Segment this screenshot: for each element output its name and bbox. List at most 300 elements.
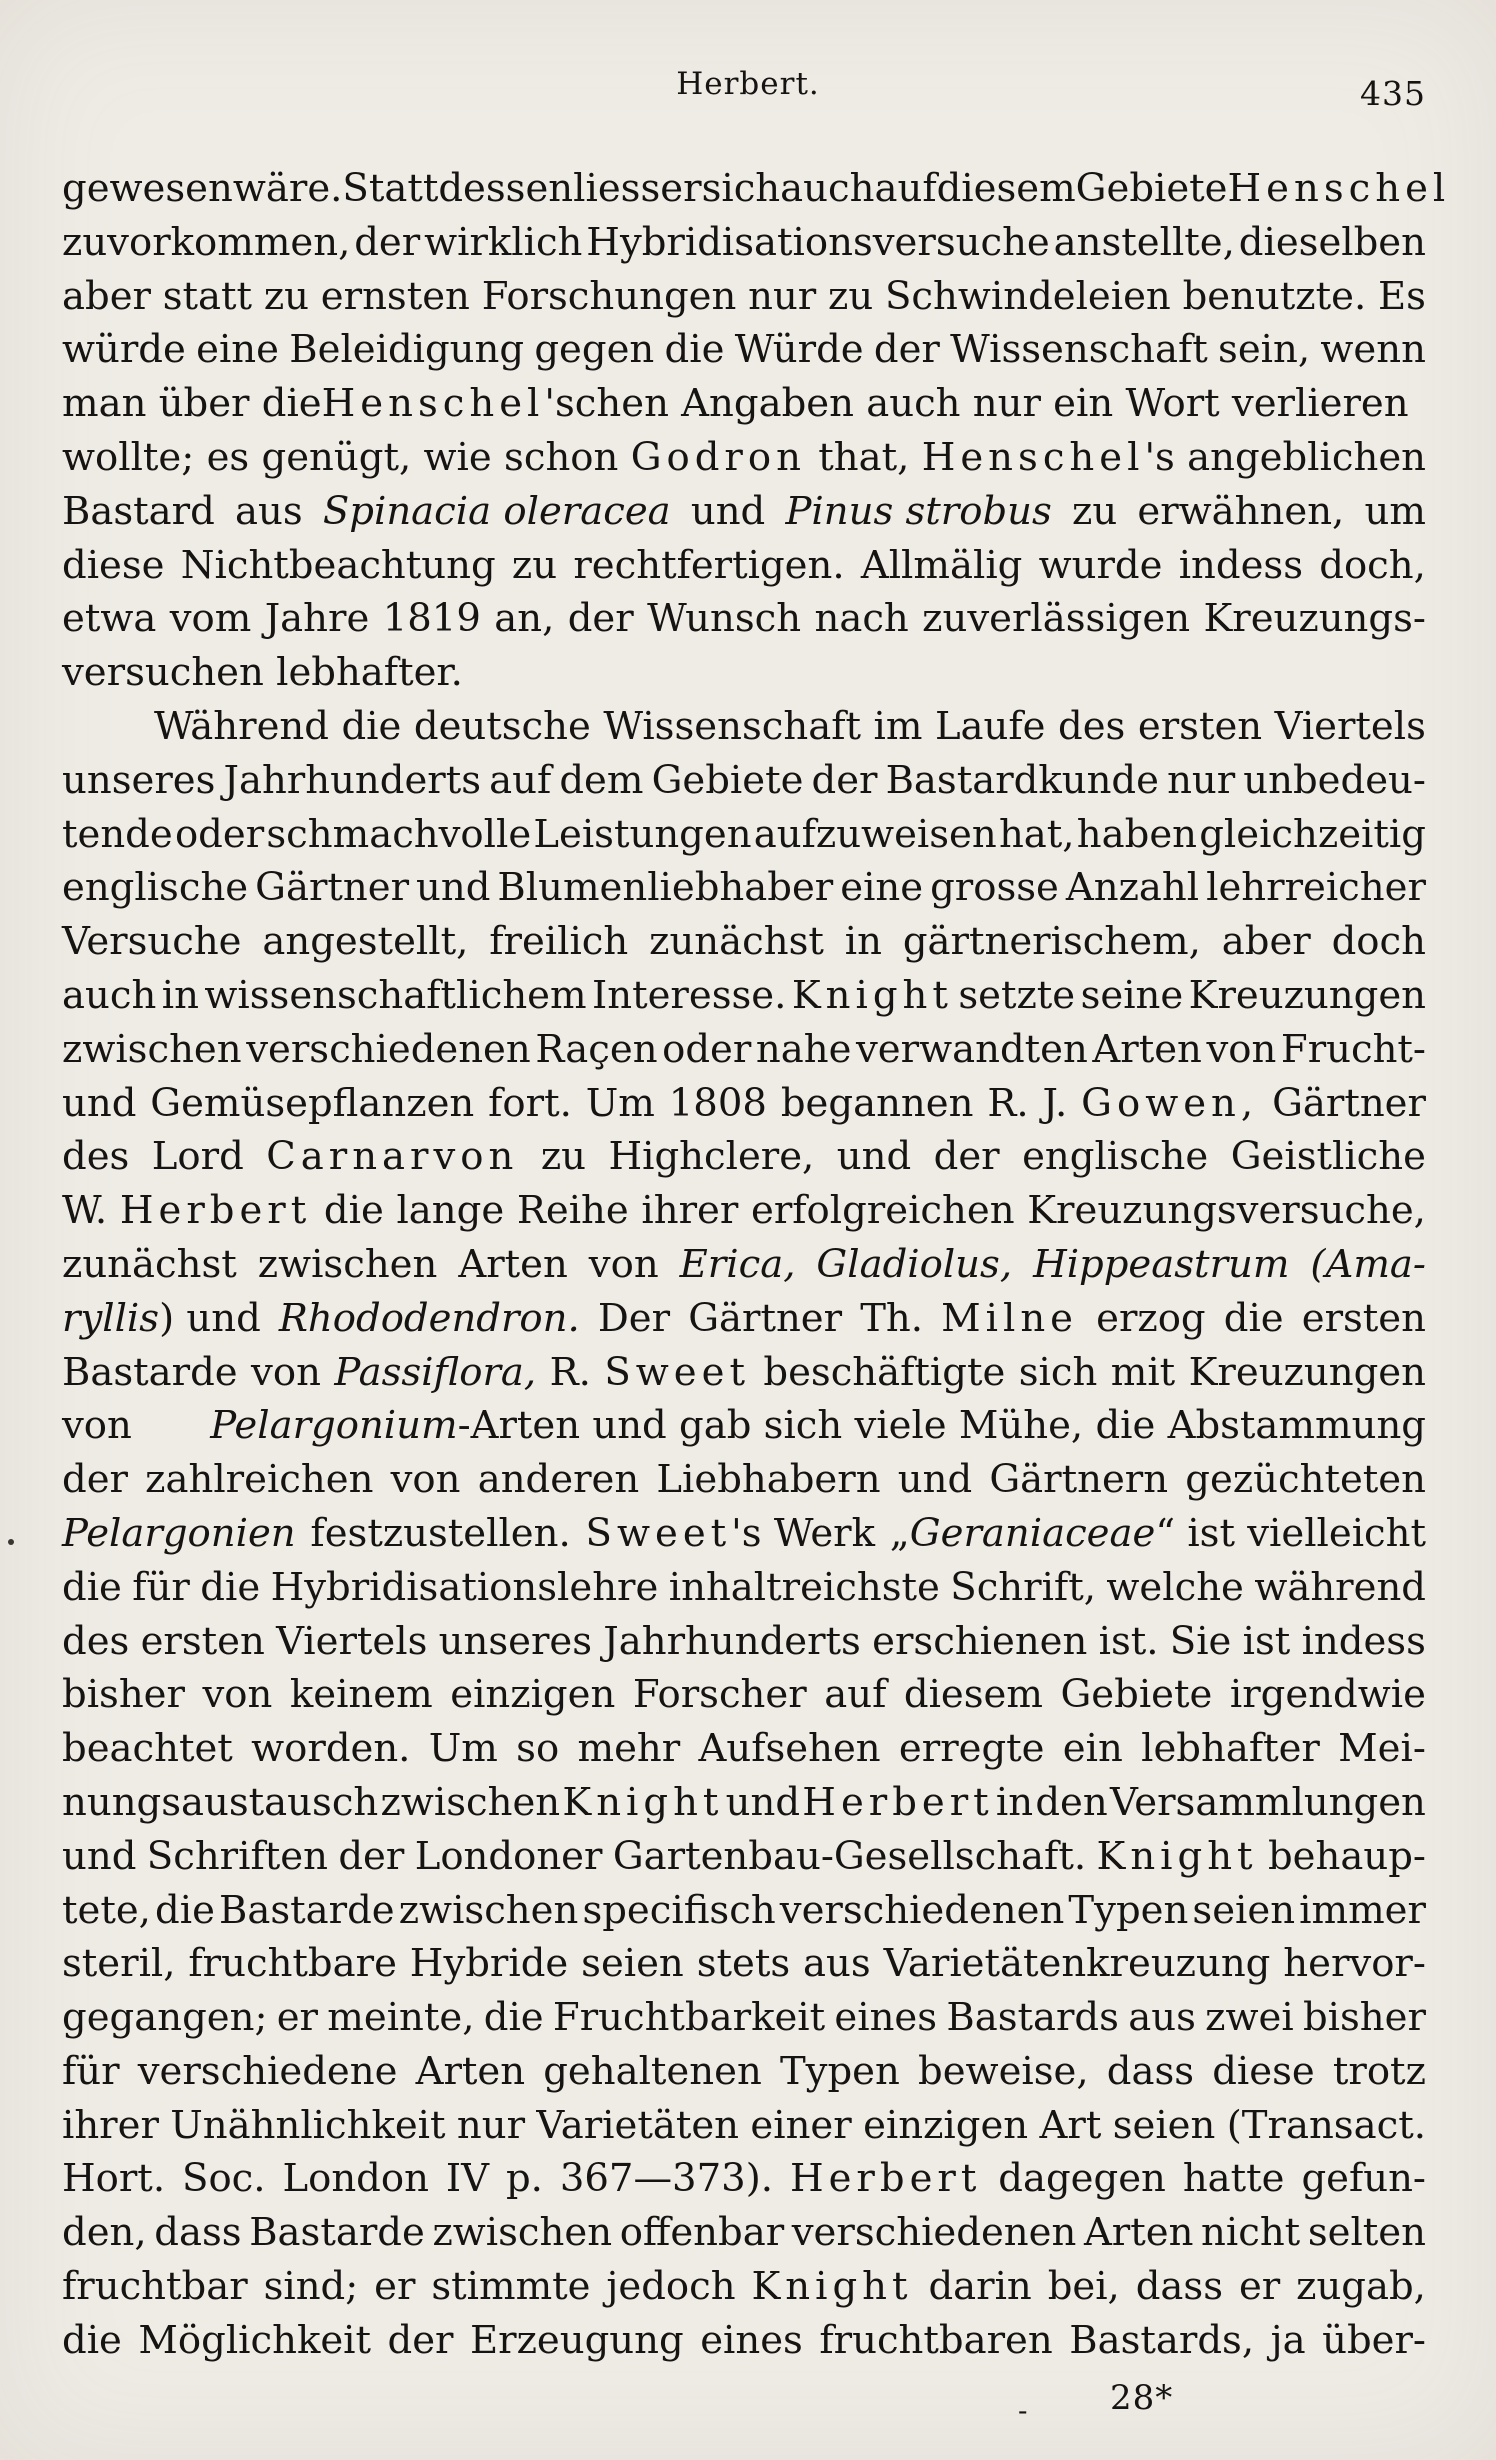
word: Fruchtbarkeit (552, 1995, 826, 2041)
text-line (62, 754, 1426, 808)
word-group (941, 1292, 1078, 1346)
spaced-name: Knight (751, 2264, 913, 2310)
spaced-name: Gowen, (1081, 1080, 1259, 1126)
word-group (1310, 1238, 1426, 1292)
word: Bastarde (219, 1887, 395, 1933)
word: Frucht- (1280, 1026, 1426, 1072)
word: Gebiete (1060, 1672, 1213, 1718)
word: selten (1307, 2210, 1426, 2256)
word: stimmte (431, 2264, 591, 2310)
word: Lord (151, 1134, 244, 1180)
italic-text: Spinacia oleracea (322, 488, 671, 534)
spaced-name: Sweet (604, 1349, 750, 1395)
word: sein, (1218, 327, 1311, 373)
word: gegen (534, 327, 655, 373)
word-group (1097, 1830, 1258, 1884)
word: in (844, 919, 882, 965)
italic-text: Pelargonien (62, 1510, 296, 1556)
word: wissenschaftlichem (204, 972, 587, 1018)
italic-text: Geraniaceae (909, 1510, 1156, 1556)
spaced-name: Herbert (119, 1188, 312, 1234)
word: nur (1167, 757, 1236, 803)
word: erschienen (872, 1618, 1088, 1664)
text-line (62, 1830, 1426, 1884)
word: Allmälig (860, 542, 1023, 588)
word: ersten (1137, 703, 1263, 749)
word: einzigen (450, 1672, 616, 1718)
word-group (1081, 1077, 1258, 1131)
word: gezüchteten (1185, 1457, 1426, 1503)
word: zwischen (398, 1887, 579, 1933)
word: eines (700, 2317, 803, 2363)
word: die (1223, 1295, 1284, 1341)
italic-text: ryllis (62, 1295, 160, 1341)
word: 367—373). (559, 2156, 774, 2202)
word: Varietäten (536, 2102, 740, 2148)
word: verschiedene (137, 2048, 398, 2094)
word: zwischen (62, 1026, 242, 1072)
word-group (323, 485, 671, 539)
text-line (62, 2099, 1426, 2153)
word-group (785, 485, 1051, 539)
word: auch (62, 972, 157, 1018)
text-run: R. (549, 1349, 591, 1395)
word-group (266, 1130, 518, 1184)
word: nur (456, 2102, 526, 2148)
word: lebhafter (1141, 1726, 1320, 1772)
word: 1819 (382, 596, 481, 642)
text-line (62, 1776, 1426, 1830)
word: Viertels (1274, 703, 1426, 749)
word: den, (62, 2210, 147, 2256)
word: Interesse. (592, 972, 787, 1018)
word-group (62, 1292, 261, 1346)
word: zwischen (380, 1779, 561, 1825)
italic-text: Passiflora, (334, 1349, 537, 1395)
word: Kreuzungen (1188, 972, 1426, 1018)
word: unbedeu- (1243, 757, 1426, 803)
word: schon (504, 434, 619, 480)
word: die (155, 1887, 215, 1933)
word: zwischen (432, 2210, 613, 2256)
word: ein (1062, 1726, 1123, 1772)
word-group (334, 1346, 536, 1400)
word: und (836, 1134, 912, 1180)
word: diesem (903, 1672, 1043, 1718)
word: es (206, 434, 250, 480)
word: erzog (1096, 1295, 1206, 1341)
text-line (62, 1991, 1426, 2045)
word: Reihe (516, 1188, 629, 1234)
word-group (62, 646, 463, 700)
word: begannen (780, 1080, 974, 1126)
word: Bastard (62, 488, 215, 534)
word: aber (62, 273, 151, 319)
text-run: -Arten und gab sich viele Mühe, die Abstammung (457, 1403, 1426, 1449)
word: hat, (998, 811, 1075, 857)
word: auch (780, 166, 875, 211)
word: hervor- (1283, 1941, 1426, 1987)
word: Gebiete (651, 757, 804, 803)
word: wäre. (232, 166, 343, 211)
word: Statt (342, 166, 439, 211)
word: aus (1128, 1995, 1196, 2041)
word: anstellte, (1053, 219, 1235, 265)
word: während (1254, 1564, 1426, 1610)
word: Jahrhunderts (603, 1618, 861, 1664)
word: lange (396, 1188, 505, 1234)
word: anderen (477, 1457, 640, 1503)
word: hatte (1182, 2156, 1285, 2202)
word: aber (1221, 919, 1311, 965)
spaced-name: Knight (1096, 1833, 1258, 1879)
italic-text: Gladiolus, (816, 1241, 1013, 1287)
word: der (933, 1134, 1000, 1180)
word-group (550, 1346, 591, 1400)
word: R. (987, 1080, 1029, 1126)
word: und (62, 1833, 137, 1879)
word: seien (1192, 1887, 1296, 1933)
word: über- (1322, 2317, 1426, 2363)
word: wurde (1038, 542, 1163, 588)
word: Arten (458, 1241, 568, 1287)
word: eine (196, 327, 279, 373)
word-group (604, 1346, 750, 1400)
word: für (132, 1564, 190, 1610)
word: zugab, (1296, 2264, 1426, 2310)
word: Varietätenkreuzung (883, 1941, 1271, 1987)
word: statt (162, 273, 253, 319)
text-run: 's angeblichen (1144, 434, 1426, 480)
word: der (387, 2317, 454, 2363)
text-run: und (725, 1779, 801, 1825)
text-line (62, 162, 1451, 216)
word: der (811, 757, 878, 803)
word: ernsten (320, 273, 470, 319)
word-group (726, 1776, 800, 1830)
word: grosse (930, 865, 1059, 911)
word: meinte, (327, 1995, 475, 2041)
word: vom (169, 596, 252, 642)
word-group (818, 431, 909, 485)
text-line (62, 808, 1426, 862)
word: darin (928, 2264, 1032, 2310)
word: so (516, 1726, 560, 1772)
word: gleichzeitig (1199, 811, 1426, 857)
word: specifisch (582, 1887, 776, 1933)
text-run: 'schen Angaben auch nur ein Wort verlieren (544, 381, 1409, 427)
text-line (62, 270, 1426, 324)
word: Hort. (62, 2156, 166, 2202)
word: dagegen (998, 2156, 1166, 2202)
word: angestellt, (262, 919, 469, 965)
word: Wissenschaft (950, 327, 1208, 373)
italic-text: Rhododendron. (278, 1295, 580, 1341)
word: liess (573, 166, 661, 211)
word: und (416, 865, 491, 911)
text-line (62, 2260, 1426, 2314)
text-line (62, 1615, 1426, 1669)
word: Typen (779, 2048, 900, 2094)
word: welche (1106, 1564, 1244, 1610)
text-run: festzustellen. (310, 1510, 571, 1556)
word: Wunsch (647, 596, 802, 642)
word: Gärtner (255, 865, 410, 911)
word: und (897, 1457, 973, 1503)
text-line (62, 969, 1426, 1023)
word: Highclere, (608, 1134, 815, 1180)
page-number: 435 (1360, 74, 1426, 113)
word-group (62, 377, 1409, 431)
text-run: 's Werk (731, 1510, 875, 1556)
word: diesem (936, 166, 1076, 211)
word: Beleidigung (289, 327, 525, 373)
word-group (751, 2260, 912, 2314)
text-run: Gärtner (1272, 1080, 1426, 1126)
word-group (890, 1507, 1426, 1561)
margin-mark (8, 1539, 14, 1545)
word: in (995, 1779, 1034, 1825)
word: steril, (62, 1941, 176, 1987)
word: Schwindeleien (884, 273, 1171, 319)
word: mehr (577, 1726, 681, 1772)
text-run: that, (818, 434, 910, 480)
word: im (873, 703, 923, 749)
word: englische (1022, 1134, 1209, 1180)
text-run: ) und (159, 1295, 261, 1341)
word-group (586, 1507, 875, 1561)
text-line (62, 592, 1426, 646)
word-group (562, 1776, 723, 1830)
word: Bastards, (1069, 2317, 1255, 2363)
text-line (62, 646, 1426, 700)
word: Liebhabern (656, 1457, 881, 1503)
word: und (62, 1080, 137, 1126)
word: unseres (62, 757, 216, 803)
word: Während (154, 703, 329, 749)
spaced-name: Milne (941, 1295, 1078, 1341)
word-group (1272, 1077, 1426, 1131)
spaced-name: Henschel (1227, 166, 1451, 211)
word: dass (1106, 2048, 1195, 2094)
word: die (341, 703, 402, 749)
text-run: “ ist vielleicht (1155, 1510, 1426, 1556)
text-run: von (62, 1403, 132, 1449)
word: J. (1042, 1080, 1068, 1126)
word: ja (1270, 2317, 1306, 2363)
word: von (588, 1241, 659, 1287)
word: zunächst (62, 1241, 237, 1287)
spaced-name: Henschel (921, 434, 1145, 480)
word: Kreuzungsversuche, (1027, 1188, 1426, 1234)
word: verschiedenen (246, 1026, 531, 1072)
word: Gemüsepflanzen (150, 1080, 475, 1126)
word: auf (874, 166, 937, 211)
word: der (338, 1833, 405, 1879)
word: zuvorkommen, (62, 219, 351, 265)
word: verwandten (856, 1026, 1088, 1072)
word: zu (828, 273, 874, 319)
word: Leistungen (533, 811, 752, 857)
word: Sie (1169, 1618, 1232, 1664)
text-line (62, 1453, 1426, 1507)
word: sich (1018, 1349, 1098, 1395)
word: in (161, 972, 199, 1018)
word: Wissenschaft (603, 703, 861, 749)
word: London (282, 2156, 429, 2202)
word: doch (1331, 919, 1426, 965)
word: seine (1080, 972, 1184, 1018)
word: seien (1112, 2102, 1216, 2148)
word: auf (489, 757, 552, 803)
spaced-name: Knight (562, 1779, 724, 1825)
word: fort. (488, 1080, 572, 1126)
word: die (664, 327, 725, 373)
word: ersten (1301, 1295, 1426, 1341)
word: keinem (289, 1672, 433, 1718)
word: er (1238, 2264, 1281, 2310)
signature-mark: 28* (1110, 2378, 1174, 2418)
word-group (802, 1776, 993, 1830)
text-line (62, 1937, 1426, 1991)
word: zwei (1205, 1995, 1294, 2041)
word: Raçen (535, 1026, 658, 1072)
word: ihrer (641, 1188, 739, 1234)
word: Schriften (146, 1833, 328, 1879)
word: aus (235, 488, 303, 534)
word: die (62, 2317, 122, 2363)
word: (Transact. (1226, 2102, 1426, 2148)
word: setzte (958, 972, 1076, 1018)
word: dass (1135, 2264, 1224, 2310)
word: Hybridisationsversuche (586, 219, 1050, 265)
word: wirklich (424, 219, 583, 265)
word: er (374, 2264, 416, 2310)
word: Blumenliebhaber (497, 865, 834, 911)
word: inhaltreichste (668, 1564, 940, 1610)
word: eines (834, 1995, 938, 2041)
word-group (120, 1184, 311, 1238)
word: Arten (415, 2048, 526, 2094)
word-group (631, 431, 806, 485)
word: beachtet (62, 1726, 233, 1772)
italic-text: Pelargonium (210, 1403, 458, 1449)
word: schmachvolle (266, 811, 532, 857)
word: deutsche (413, 703, 591, 749)
word: würde (62, 327, 186, 373)
word: der (873, 327, 940, 373)
word: zahlreichen (145, 1457, 374, 1503)
word: Würde (734, 327, 864, 373)
running-head: Herbert. (676, 66, 820, 102)
word: lehrreicher (1206, 865, 1426, 911)
word: Bastarde (62, 1349, 238, 1395)
word: zu (263, 273, 310, 319)
body-text (62, 162, 1451, 2368)
text-line (62, 2314, 1426, 2368)
word: oder (174, 811, 265, 857)
word: trotz (1332, 2048, 1426, 2094)
word: sind; (263, 2264, 359, 2310)
word: tete, (62, 1887, 151, 1933)
word-group (922, 431, 1426, 485)
word: dieselben (1238, 219, 1426, 265)
word: beschäftigte (763, 1349, 1006, 1395)
word-group (279, 1292, 580, 1346)
word-group (1228, 162, 1451, 216)
word: Aufsehen (698, 1726, 881, 1772)
word: einzigen (863, 2102, 1029, 2148)
word: die (62, 1564, 122, 1610)
word: eine (840, 865, 924, 911)
text-line (62, 2206, 1426, 2260)
word: nur (748, 273, 817, 319)
spaced-name: Henschel (321, 381, 545, 427)
text-run: behaup- (1267, 1833, 1426, 1879)
word: der (62, 1457, 128, 1503)
word: Geistliche (1230, 1134, 1426, 1180)
word: jedoch (606, 2264, 736, 2310)
word: Art (1039, 2102, 1102, 2148)
word: Kreuzungs- (1203, 596, 1426, 642)
word: wenn (1320, 327, 1426, 373)
word: für (62, 2048, 120, 2094)
text-line (62, 915, 1426, 969)
word: Um (585, 1080, 655, 1126)
word: stets (696, 1941, 791, 1987)
text-line (62, 1668, 1426, 1722)
word: seien (581, 1941, 684, 1987)
word: Versuche (62, 919, 242, 965)
word: gefun- (1301, 2156, 1426, 2202)
text-line (62, 323, 1426, 377)
word: die (323, 1188, 384, 1234)
word: Bastardkunde (885, 757, 1159, 803)
word: dass (154, 2210, 242, 2256)
word: Erzeugung (470, 2317, 684, 2363)
word: ist (1242, 1618, 1291, 1664)
word: benutzte. (1182, 273, 1367, 319)
word-group (62, 1399, 132, 1453)
page-header (62, 66, 1434, 116)
word: von (202, 1672, 273, 1718)
word: er (660, 166, 702, 211)
word: Unähnlichkeit (170, 2102, 446, 2148)
text-line (62, 1292, 1426, 1346)
word-group (680, 1238, 796, 1292)
word: Gebiete (1075, 166, 1228, 211)
word: Um (428, 1726, 498, 1772)
word: dem (559, 757, 644, 803)
word: Jahre (264, 596, 370, 642)
text-run: und (690, 488, 766, 534)
word: einer (750, 2102, 852, 2148)
word: gehaltenen (543, 2048, 762, 2094)
word: nungsaustausch (62, 1779, 379, 1825)
word: Bastards (946, 1995, 1119, 2041)
word: er (276, 1995, 318, 2041)
word: die (483, 1995, 544, 2041)
word: Schrift, (950, 1564, 1096, 1610)
text-line (62, 1722, 1426, 1776)
word: Es (1378, 273, 1426, 319)
word: nicht (1201, 2210, 1301, 2256)
word-group (816, 1238, 1012, 1292)
word-group (792, 969, 953, 1023)
word: etwa (62, 596, 157, 642)
word: sich (701, 166, 781, 211)
text-run: „ (889, 1510, 910, 1556)
